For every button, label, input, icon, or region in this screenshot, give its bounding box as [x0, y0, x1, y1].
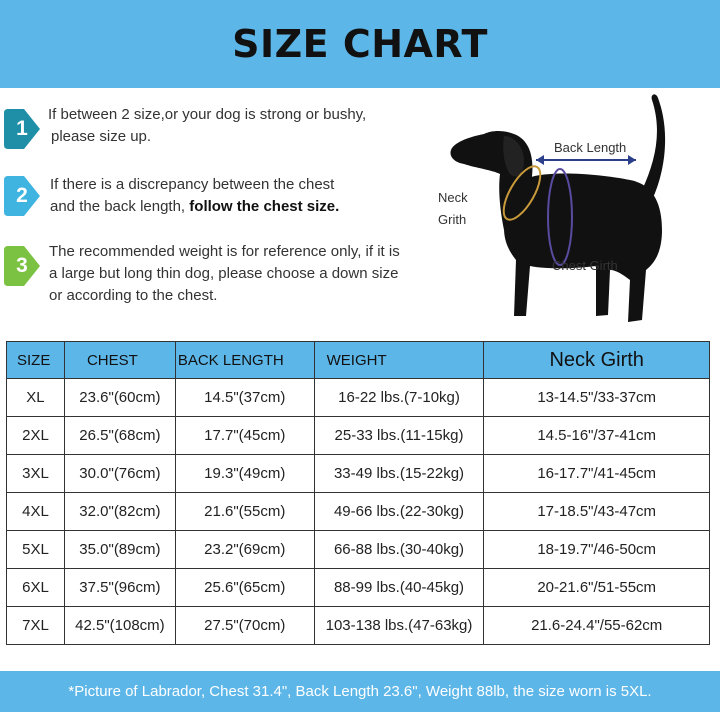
tip-text	[49, 241, 400, 307]
size-table	[6, 341, 710, 645]
tip-text	[48, 104, 366, 148]
tip-line: If between 2 size,or your dog is strong or bushy,	[48, 106, 367, 123]
table-header	[7, 342, 710, 379]
tip-text	[50, 174, 339, 218]
cell-chest: 37.5"(96cm)	[64, 569, 175, 607]
cell-size: 3XL	[7, 455, 65, 493]
tip-line	[50, 196, 339, 218]
cell-weight: 103-138 lbs.(47-63kg)	[314, 607, 484, 645]
back-length-label: Back Length	[554, 140, 627, 155]
dog-measurement-diagram	[430, 90, 715, 325]
cell-size: 4XL	[7, 493, 65, 531]
cell-back-length: 23.2"(69cm)	[175, 531, 314, 569]
step-2-badge	[4, 176, 40, 216]
column-header-weight: WEIGHT	[314, 342, 484, 379]
neck-girth-label-line2: Grith	[438, 212, 467, 227]
cell-size: XL	[7, 379, 65, 417]
chest-girth-label: Chest Girth	[552, 258, 618, 273]
tip-line: The recommended weight is for reference only, if it is	[49, 243, 400, 260]
tip-3	[0, 238, 440, 310]
cell-chest: 30.0"(76cm)	[64, 455, 175, 493]
footer-note-banner	[0, 671, 720, 712]
cell-neck-girth: 17-18.5"/43-47cm	[484, 493, 710, 531]
step-number: 2	[16, 184, 28, 207]
cell-neck-girth: 13-14.5"/33-37cm	[484, 379, 710, 417]
step-number: 1	[16, 117, 28, 140]
cell-chest: 32.0"(82cm)	[64, 493, 175, 531]
cell-weight: 25-33 lbs.(11-15kg)	[314, 417, 484, 455]
column-header-neck-girth: Neck Girth	[484, 342, 710, 379]
tip-line: If there is a discrepancy between the chest	[50, 176, 335, 193]
cell-neck-girth: 14.5-16"/37-41cm	[484, 417, 710, 455]
cell-chest: 26.5"(68cm)	[64, 417, 175, 455]
tip-emphasis: follow the chest size.	[189, 198, 340, 215]
cell-weight: 49-66 lbs.(22-30kg)	[314, 493, 484, 531]
table-row	[7, 379, 710, 417]
tip-line: please size up.	[51, 128, 152, 145]
dog-silhouette-icon	[430, 90, 715, 325]
cell-size: 2XL	[7, 417, 65, 455]
table-row	[7, 455, 710, 493]
cell-weight: 33-49 lbs.(15-22kg)	[314, 455, 484, 493]
cell-neck-girth: 16-17.7"/41-45cm	[484, 455, 710, 493]
cell-chest: 35.0"(89cm)	[64, 531, 175, 569]
cell-back-length: 27.5"(70cm)	[175, 607, 314, 645]
cell-neck-girth: 20-21.6"/51-55cm	[484, 569, 710, 607]
cell-back-length: 17.7"(45cm)	[175, 417, 314, 455]
cell-back-length: 21.6"(55cm)	[175, 493, 314, 531]
tip-2	[0, 170, 430, 226]
cell-back-length: 19.3"(49cm)	[175, 455, 314, 493]
table-row	[7, 493, 710, 531]
step-3-badge	[4, 246, 40, 286]
cell-neck-girth: 18-19.7"/46-50cm	[484, 531, 710, 569]
table-row	[7, 569, 710, 607]
step-1-badge	[4, 109, 40, 149]
cell-weight: 88-99 lbs.(40-45kg)	[314, 569, 484, 607]
table-row	[7, 417, 710, 455]
cell-back-length: 14.5"(37cm)	[175, 379, 314, 417]
step-number: 3	[16, 254, 28, 277]
column-header-chest: CHEST	[64, 342, 175, 379]
page-title: SIZE CHART	[232, 22, 488, 66]
cell-chest: 23.6"(60cm)	[64, 379, 175, 417]
cell-weight: 66-88 lbs.(30-40kg)	[314, 531, 484, 569]
column-header-size: SIZE	[7, 342, 65, 379]
tip-line: a large but long thin dog, please choose a down size	[49, 265, 399, 282]
tip-1	[0, 100, 430, 160]
cell-neck-girth: 21.6-24.4"/55-62cm	[484, 607, 710, 645]
table-row	[7, 607, 710, 645]
title-banner	[0, 0, 720, 88]
tip-line-text: and the back length,	[50, 198, 186, 215]
cell-size: 6XL	[7, 569, 65, 607]
footer-note: *Picture of Labrador, Chest 31.4", Back Length 23.6", Weight 88lb, the size worn is 5XL.	[68, 683, 652, 700]
table-row	[7, 531, 710, 569]
neck-girth-label-line1: Neck	[438, 190, 468, 205]
cell-size: 7XL	[7, 607, 65, 645]
tip-line: or according to the chest.	[49, 287, 218, 304]
cell-size: 5XL	[7, 531, 65, 569]
cell-chest: 42.5"(108cm)	[64, 607, 175, 645]
cell-back-length: 25.6"(65cm)	[175, 569, 314, 607]
column-header-back-length: BACK LENGTH	[175, 342, 314, 379]
cell-weight: 16-22 lbs.(7-10kg)	[314, 379, 484, 417]
